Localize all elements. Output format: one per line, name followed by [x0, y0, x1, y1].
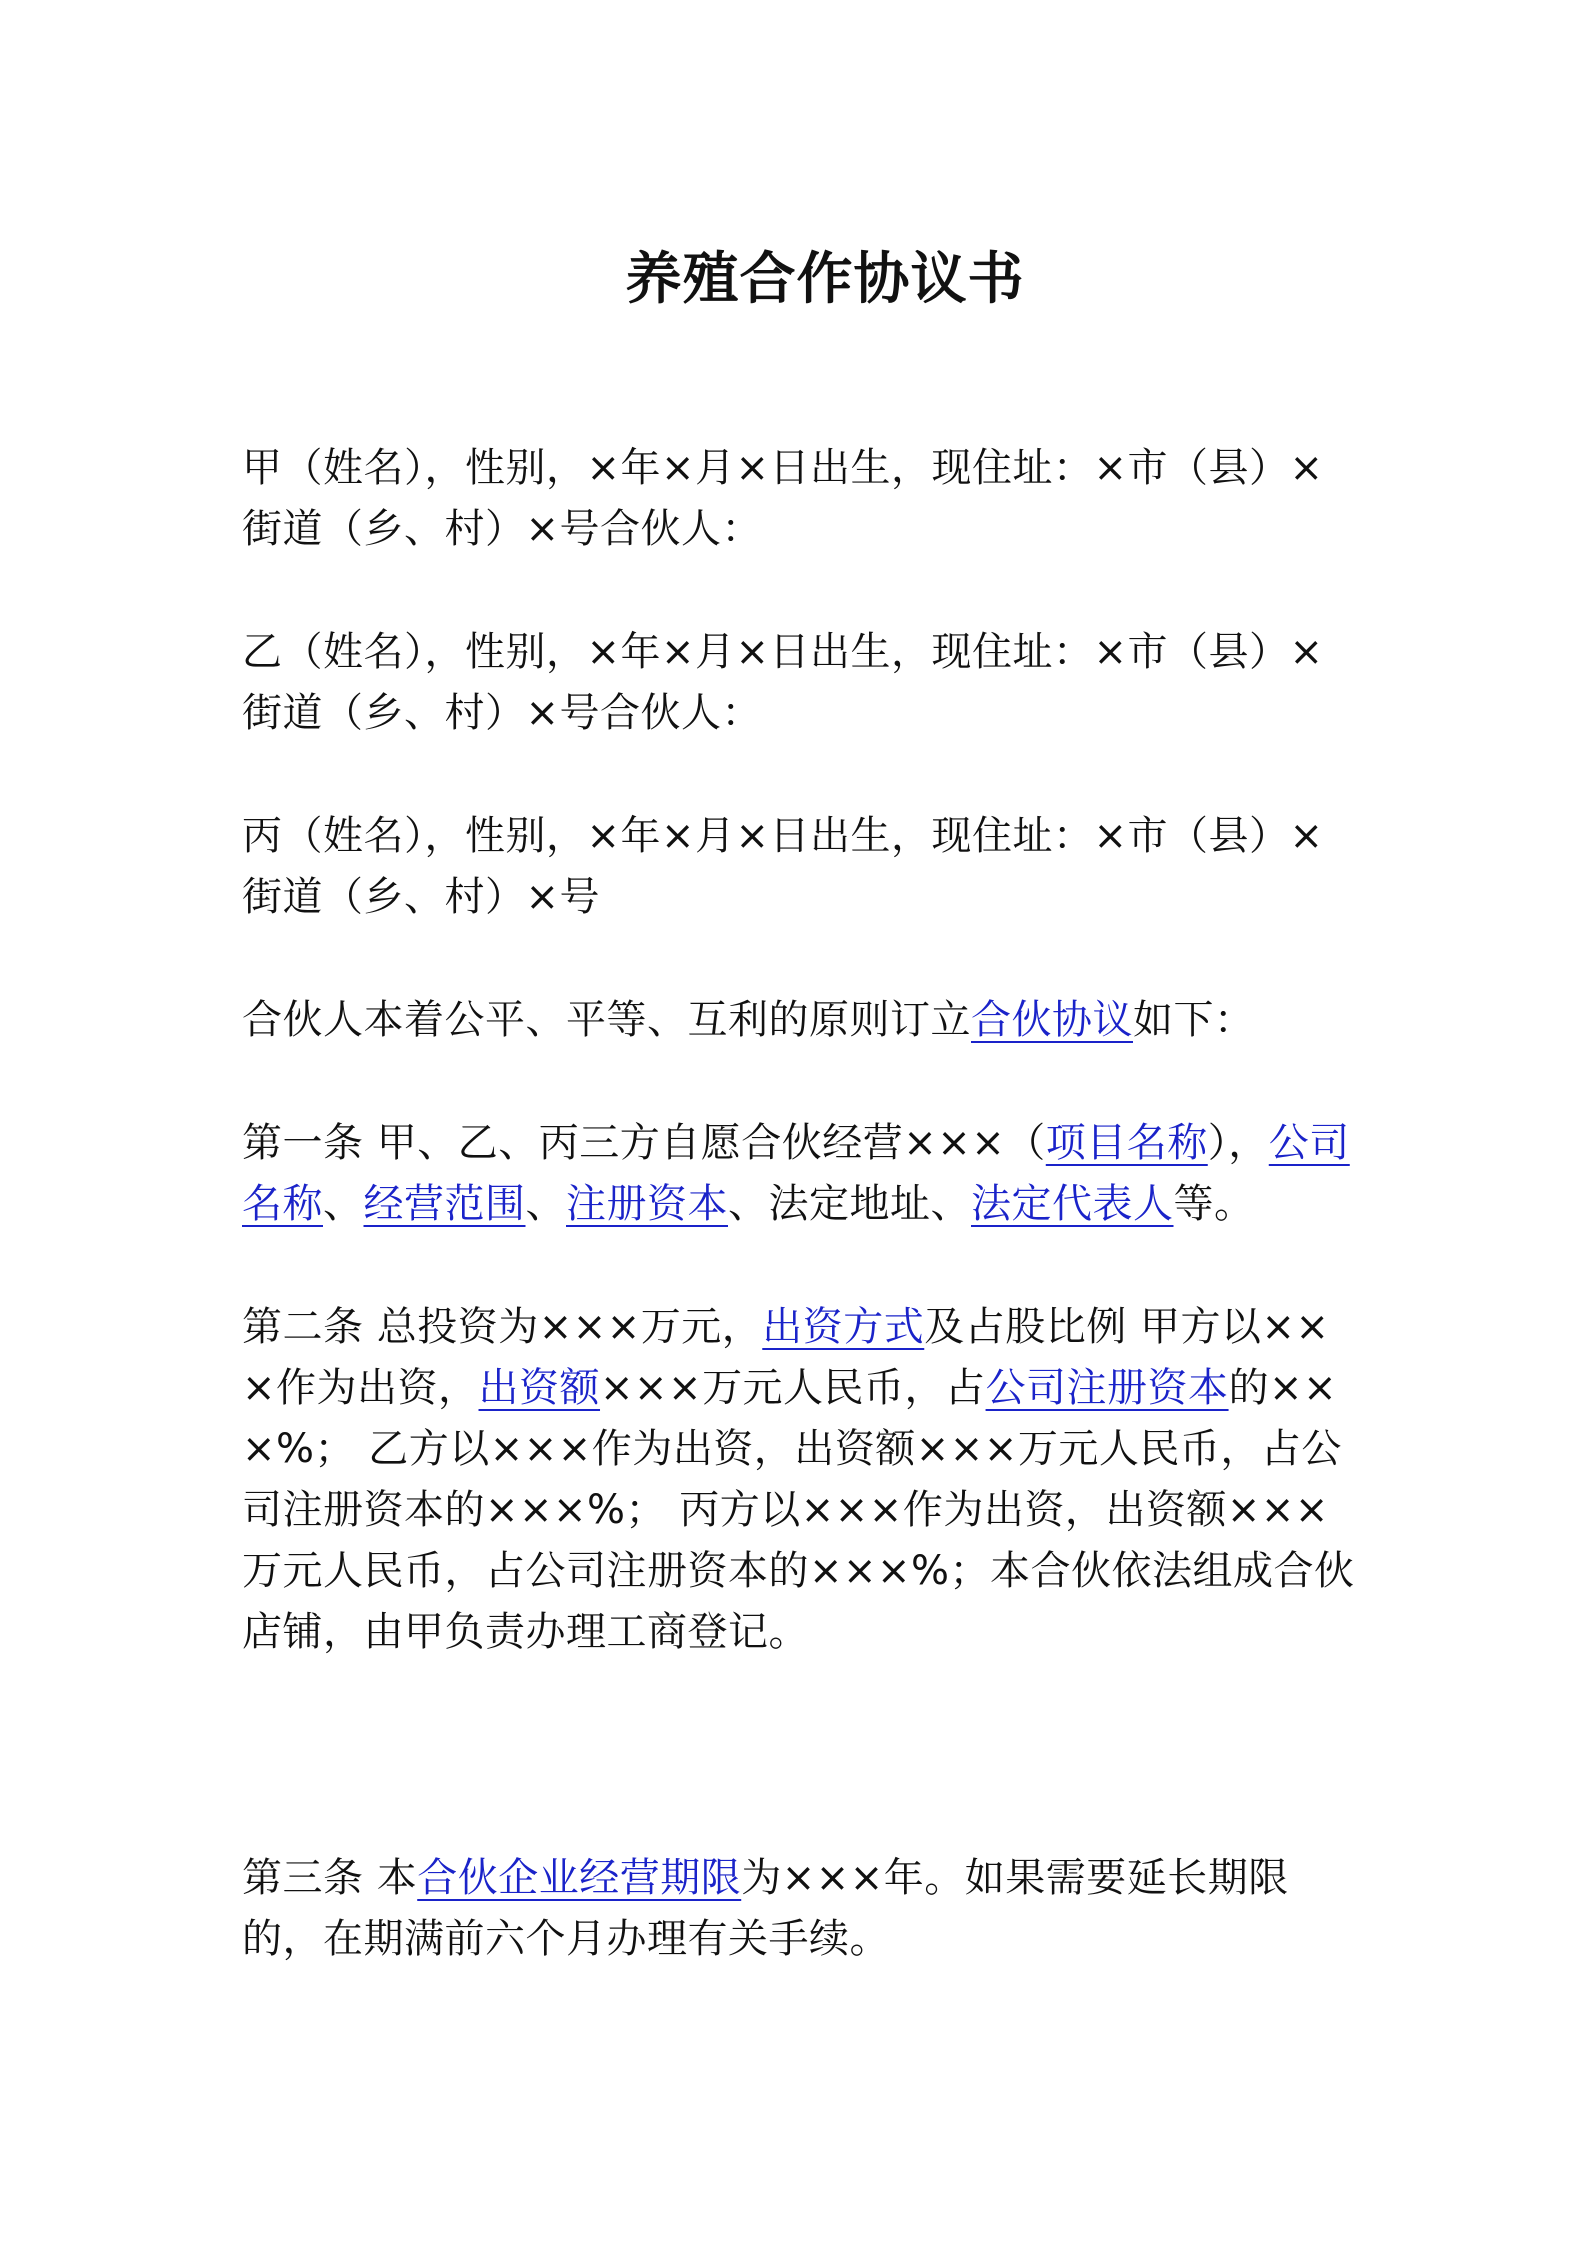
article-2-text-3: ×××万元人民币，占	[600, 1365, 986, 1411]
document-title: 养殖合作协议书	[625, 247, 1025, 312]
party-a-paragraph: 甲（姓名），性别，×年×月×日出生，现住址：×市（县）×街道（乡、村）×号合伙人：	[242, 445, 1324, 552]
contribution-method-link[interactable]: 出资方式	[762, 1304, 925, 1350]
article-2-text-1: 第二条 总投资为×××万元，	[242, 1304, 763, 1350]
business-term-link[interactable]: 合伙企业经营期限	[417, 1855, 742, 1901]
company-name-link[interactable]: 公司名称	[242, 1120, 1350, 1227]
article-1-text-5: 、法定地址、	[728, 1181, 971, 1227]
article-1-text-6: 等。	[1173, 1181, 1255, 1227]
article-3-text-1: 第三条 本	[242, 1855, 418, 1901]
company-registered-capital-link[interactable]: 公司注册资本	[985, 1365, 1229, 1411]
article-2-paragraph	[242, 1297, 1362, 1663]
article-1-text-2: ），	[1207, 1120, 1269, 1166]
intro-text-after: 如下：	[1133, 997, 1255, 1043]
party-b-paragraph: 乙（姓名），性别，×年×月×日出生，现住址：×市（县）×街道（乡、村）×号合伙人：	[242, 629, 1324, 736]
intro-text-before: 合伙人本着公平、平等、互利的原则订立	[242, 997, 971, 1043]
business-scope-link[interactable]: 经营范围	[363, 1181, 526, 1227]
legal-representative-link[interactable]: 法定代表人	[971, 1181, 1174, 1227]
article-2-text-2: 及占股比例 甲方以×××作为出资，	[242, 1304, 1330, 1411]
article-1-text-1: 第一条 甲、乙、丙三方自愿合伙经营×××（	[242, 1120, 1046, 1166]
article-1-text-3: 、	[323, 1181, 364, 1227]
article-3-text-2: 为×××年。如果需要延长期限的，在期满前六个月办理有关手续。	[242, 1855, 1289, 1962]
intro-paragraph	[242, 990, 1362, 1051]
article-1-text-4: 、	[525, 1181, 566, 1227]
project-name-link[interactable]: 项目名称	[1045, 1120, 1208, 1166]
article-2-text-4: 的×××%； 乙方以×××作为出资，出资额×××万元人民币，占公司注册资本的×××%； 丙方以×××作为出资，出资额×××万元人民币，占公司注册资本的×××%；本合伙依法组成合伙店铺，由甲负责办理工商登记。	[242, 1365, 1355, 1655]
article-1-paragraph	[242, 1113, 1362, 1235]
party-c-paragraph: 丙（姓名），性别，×年×月×日出生，现住址：×市（县）×街道（乡、村）×号	[242, 813, 1324, 920]
partnership-agreement-link[interactable]: 合伙协议	[971, 997, 1133, 1043]
contribution-amount-link[interactable]: 出资额	[478, 1365, 601, 1411]
registered-capital-link[interactable]: 注册资本	[566, 1181, 728, 1227]
article-3-paragraph	[242, 1848, 1362, 1970]
